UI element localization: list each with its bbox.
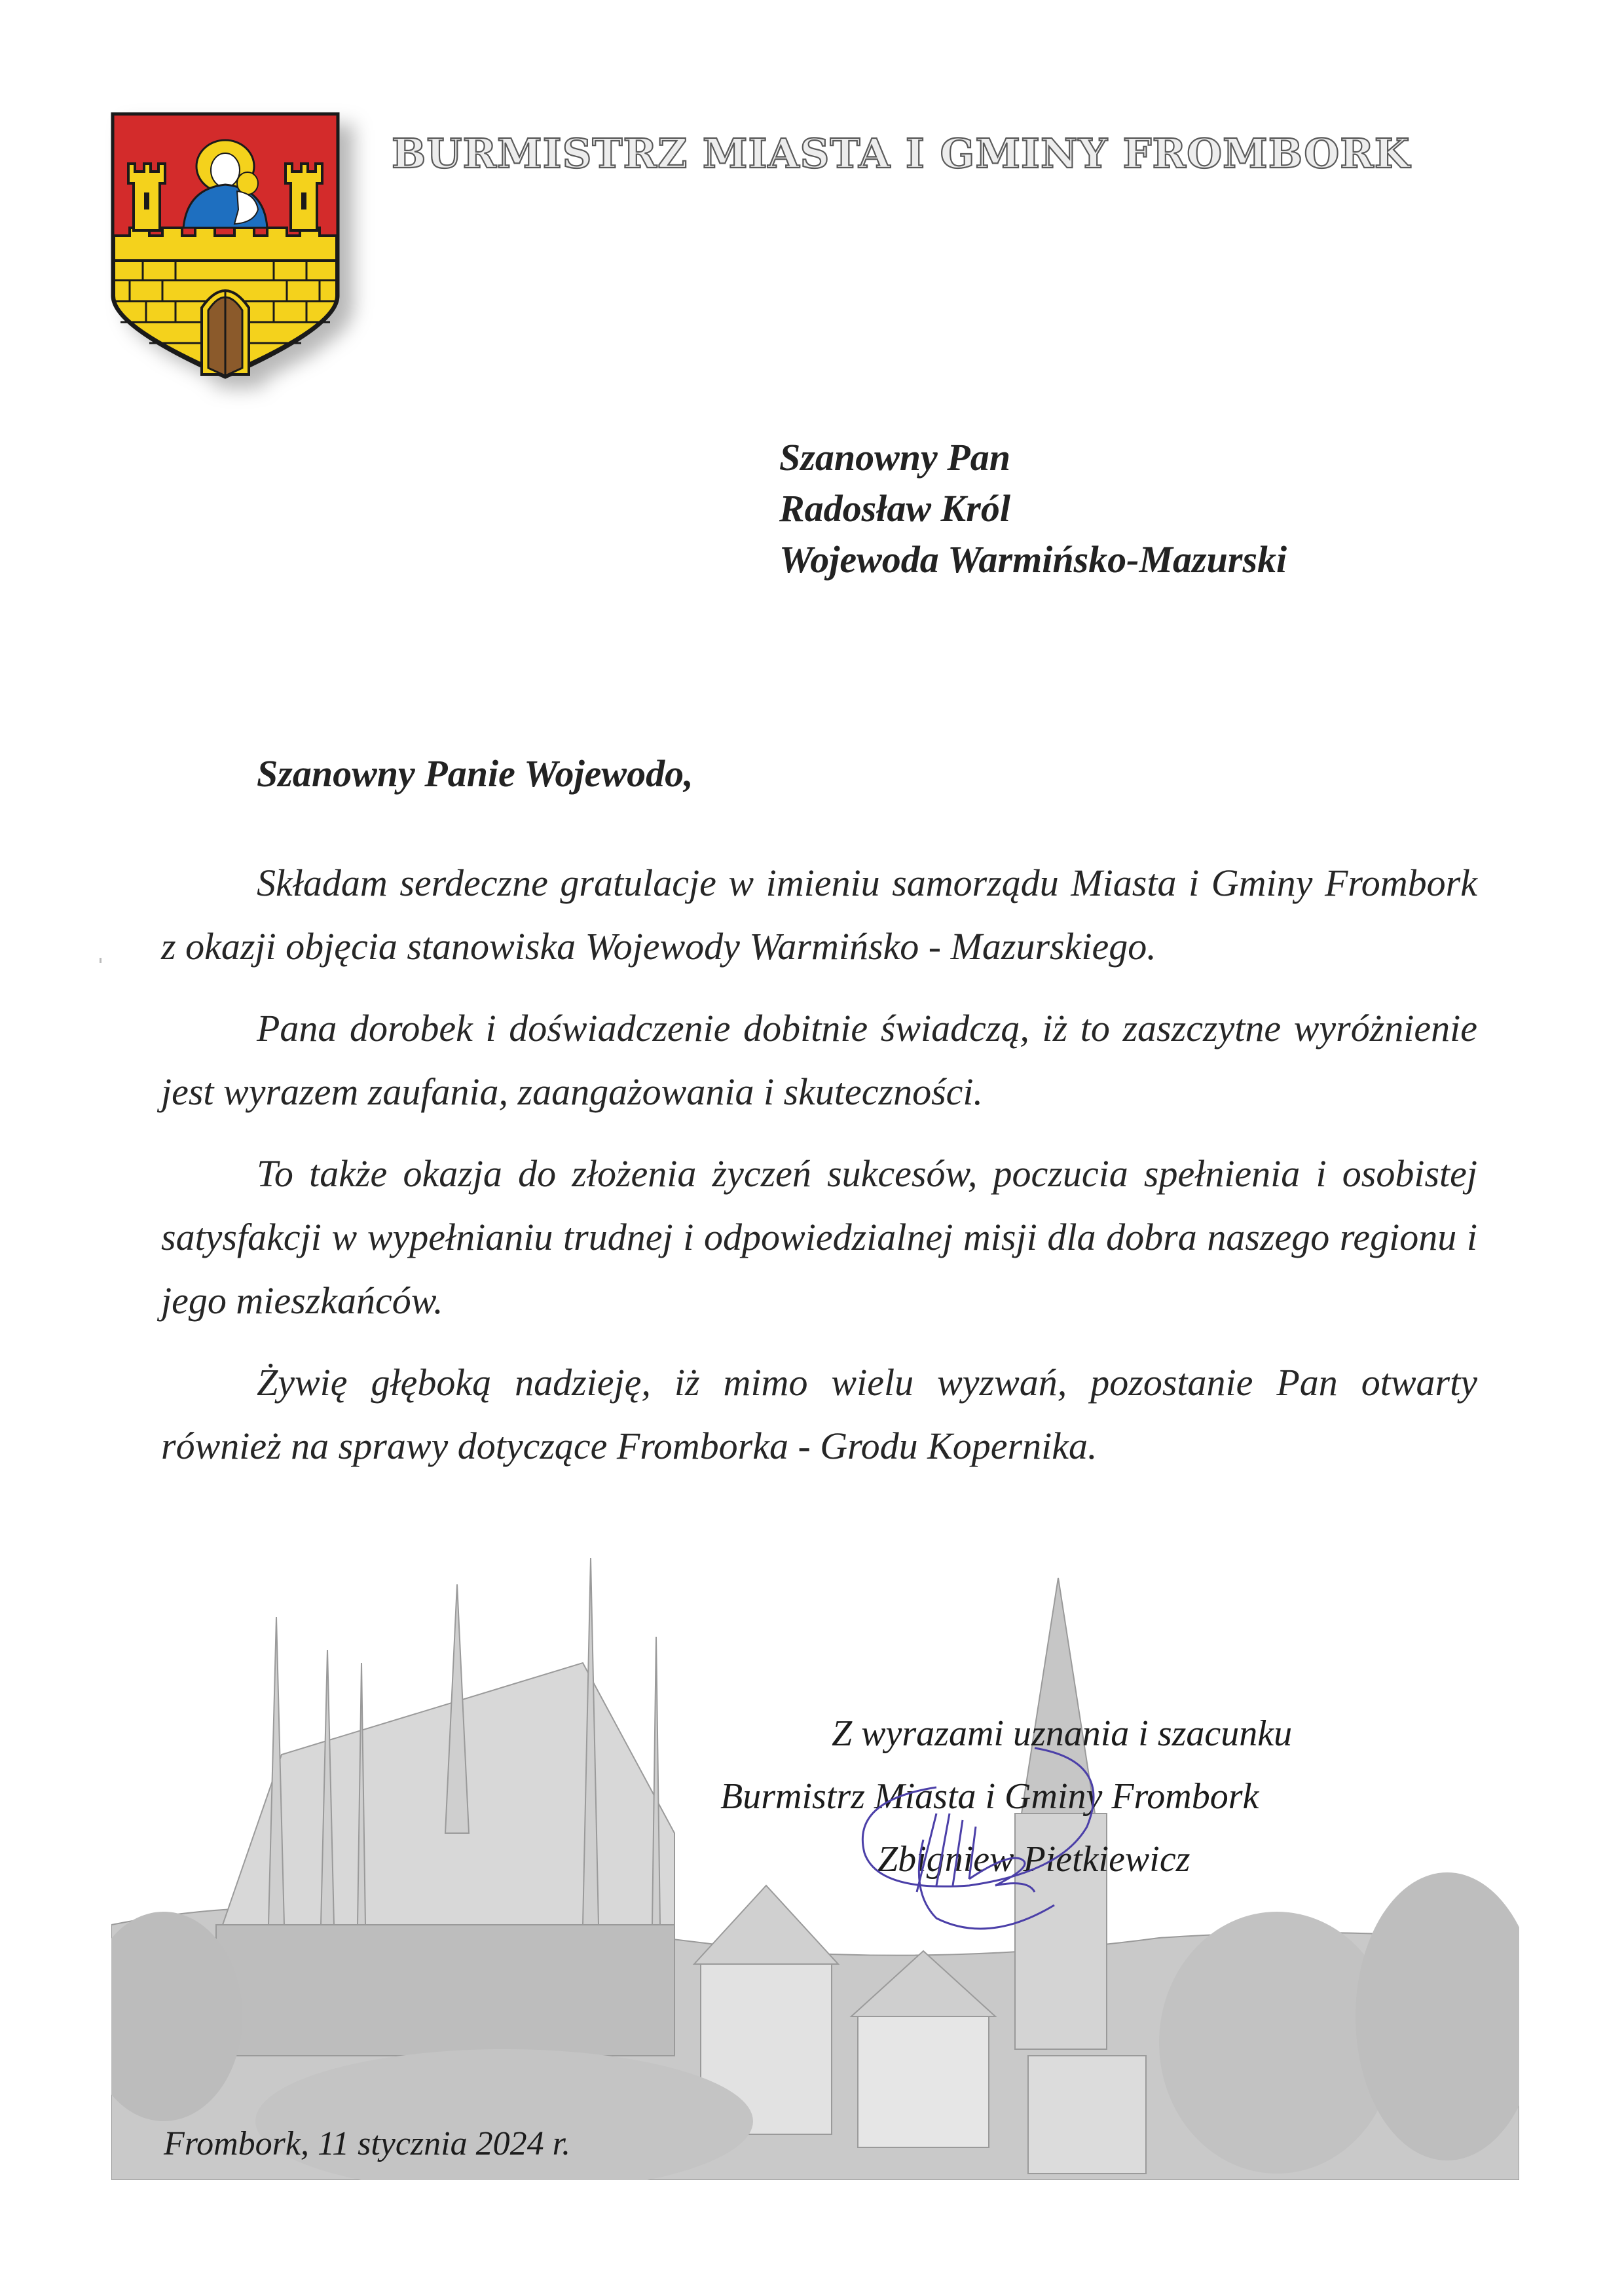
body-paragraph: Żywię głęboką nadzieję, iż mimo wielu wyzwań, pozostanie Pan otwarty również na sprawy dotyczące Fromborka - Grodu Kopernika. [161, 1361, 1477, 1467]
closing-position: Burmistrz Miasta i Gminy Frombork [720, 1776, 1259, 1817]
handwritten-signature-icon [838, 1722, 1139, 1958]
closing-name: Zbigniew Pietkiewicz [877, 1839, 1190, 1880]
place-and-date: Frombork, 11 stycznia 2024 r. [164, 2125, 571, 2162]
addressee-line: Wojewoda Warmińsko-Mazurski [779, 538, 1287, 581]
addressee-block [779, 432, 1287, 585]
addressee-line: Radosław Król [779, 487, 1010, 530]
coat-of-arms-icon [110, 111, 341, 380]
addressee-line: Szanowny Pan [779, 436, 1010, 479]
body-paragraph: To także okazja do złożenia życzeń sukcesów, poczucia spełnienia i osobistej satysfakcji w wypełnianiu trudnej i odpowiedzialnej misji dla dobra naszego regionu i jego mieszkańców. [161, 1152, 1477, 1322]
letter-body [161, 851, 1477, 1496]
margin-mark [100, 958, 101, 963]
closing-regards: Z wyrazami uznania i szacunku [832, 1713, 1293, 1754]
body-paragraph: Składam serdeczne gratulacje w imieniu samorządu Miasta i Gminy Frombork z okazji objęcia stanowiska Wojewody Warmińsko - Mazurskiego. [161, 862, 1477, 968]
body-paragraph: Pana dorobek i doświadczenie dobitnie świadczą, iż to zaszczytne wyróżnienie jest wyrazem zaufania, zaangażowania i skuteczności. [161, 1007, 1477, 1113]
salutation: Szanowny Panie Wojewodo, [257, 752, 693, 795]
letterhead-title: BURMISTRZ MIASTA I GMINY FROMBORK [392, 130, 1411, 177]
